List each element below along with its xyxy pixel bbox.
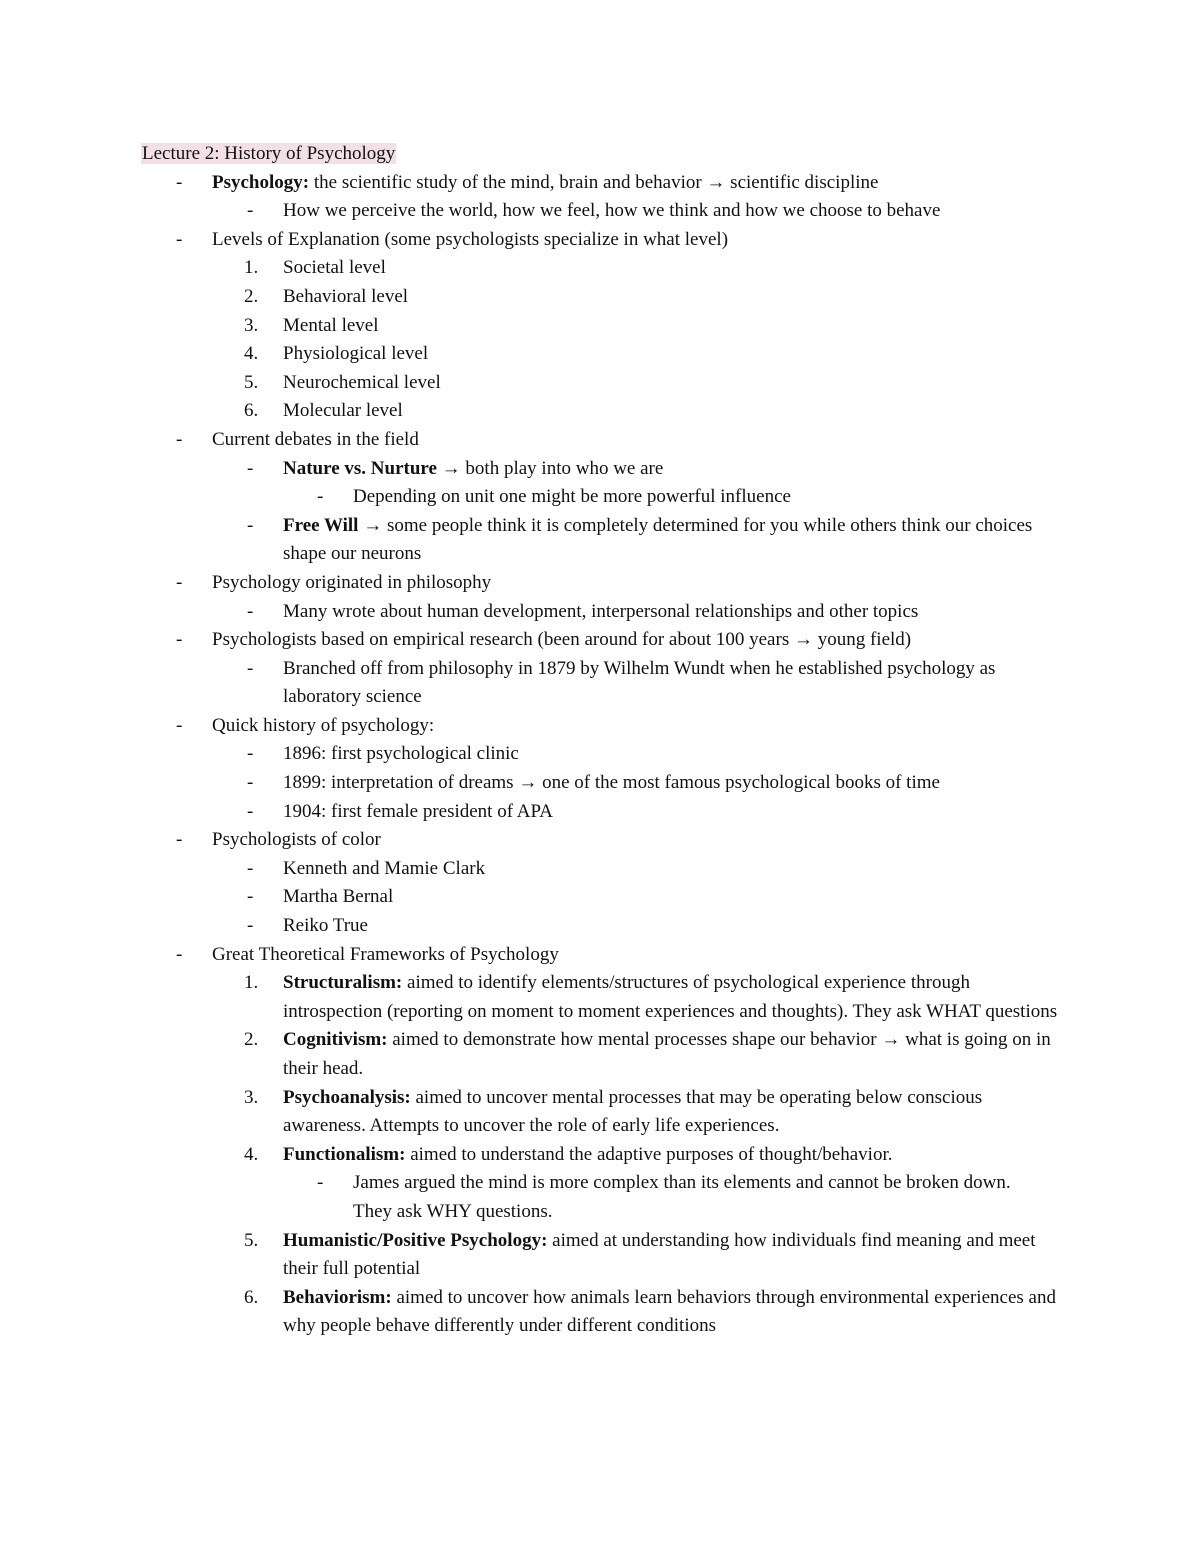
item-text: the scientific study of the mind, brain and behavior → scientific discipline: [309, 171, 879, 193]
term-label: Humanistic/Positive Psychology:: [283, 1229, 548, 1251]
item-text: Psychology originated in philosophy: [212, 571, 492, 593]
list-number: 1.: [244, 257, 259, 279]
list-number: 6.: [244, 1286, 259, 1308]
item-text: Behavioral level: [283, 285, 409, 307]
bullet-dash: -: [176, 629, 183, 651]
outline-item-level-2: [0, 369, 1063, 398]
list-number: 2.: [244, 285, 259, 307]
item-text: → both play into who we are: [436, 457, 664, 479]
term-label: Psychoanalysis:: [283, 1086, 411, 1108]
outline-item-level-2: [0, 1227, 1063, 1284]
bullet-dash: -: [176, 829, 183, 851]
outline-item-level-2: [0, 283, 1063, 312]
bullet-dash: -: [317, 1172, 324, 1194]
outline-item-level-2: [0, 512, 1063, 569]
item-text: aimed to uncover mental processes that may be operating below conscious awareness. Attempts to uncover the role of early life experiences.: [283, 1086, 983, 1137]
item-text: Societal level: [283, 257, 386, 279]
outline-item-level-2: [0, 769, 1063, 798]
term-label: Free Will: [283, 514, 359, 536]
item-text: Neurochemical level: [283, 371, 441, 393]
item-text: 1896: first psychological clinic: [283, 743, 519, 765]
item-text: Martha Bernal: [283, 886, 394, 908]
item-text: Reiko True: [283, 915, 368, 937]
bullet-dash: -: [247, 657, 254, 679]
outline-item-level-2: [0, 740, 1063, 769]
notes-outline: [0, 169, 1200, 1341]
list-number: 3.: [244, 1086, 259, 1108]
item-text: aimed to uncover how animals learn behaviors through environmental experiences and why people behave differently under different conditions: [283, 1286, 1056, 1337]
outline-item-level-1: [0, 226, 1062, 255]
item-text: Mental level: [283, 314, 379, 336]
bullet-dash: -: [247, 800, 254, 822]
outline-item-level-2: [0, 1026, 1063, 1083]
outline-item-level-2: [0, 1141, 1063, 1170]
list-number: 6.: [244, 400, 259, 422]
outline-item-level-2: [0, 340, 1063, 369]
list-number: 4.: [244, 343, 259, 365]
item-text: 1904: first female president of APA: [283, 800, 554, 822]
item-text: Depending on unit one might be more powerful influence: [353, 486, 791, 508]
item-text: James argued the mind is more complex than its elements and cannot be broken down. They ask WHY questions.: [353, 1172, 1011, 1222]
bullet-dash: -: [176, 228, 183, 250]
outline-item-level-2: [0, 254, 1063, 283]
item-text: aimed to demonstrate how mental processes shape our behavior → what is going on in their head.: [283, 1029, 1051, 1079]
outline-item-level-2: [0, 598, 1063, 627]
outline-item-level-1: [0, 426, 1062, 455]
bullet-dash: -: [247, 743, 254, 765]
outline-item-level-1: [0, 626, 1062, 655]
bullet-dash: -: [176, 943, 183, 965]
item-text: Molecular level: [283, 400, 403, 422]
bullet-dash: -: [176, 571, 183, 593]
item-text: Psychologists of color: [212, 829, 381, 851]
list-number: 2.: [244, 1029, 259, 1051]
term-label: Behaviorism:: [283, 1286, 392, 1308]
outline-item-level-2: [0, 912, 1063, 941]
term-label: Psychology:: [212, 171, 310, 193]
list-number: 5.: [244, 371, 259, 393]
bullet-dash: -: [176, 428, 183, 450]
item-text: Many wrote about human development, interpersonal relationships and other topics: [283, 600, 919, 622]
outline-item-level-2: [0, 855, 1063, 884]
bullet-dash: -: [176, 714, 183, 736]
list-number: 1.: [244, 972, 259, 994]
bullet-dash: -: [247, 200, 254, 222]
outline-item-level-1: [0, 826, 1062, 855]
bullet-dash: -: [247, 514, 254, 536]
item-text: aimed to understand the adaptive purposes of thought/behavior.: [405, 1143, 893, 1165]
outline-item-level-2: [0, 1084, 1063, 1141]
list-number: 3.: [244, 314, 259, 336]
item-text: 1899: interpretation of dreams → one of the most famous psychological books of time: [283, 772, 940, 794]
bullet-dash: -: [176, 171, 183, 193]
title-highlight: Lecture 2: History of Psychology: [142, 143, 396, 164]
item-text: Levels of Explanation (some psychologists specialize in what level): [212, 228, 729, 250]
outline-item-level-1: [0, 941, 1062, 970]
outline-item-level-2: [0, 798, 1063, 827]
item-text: How we perceive the world, how we feel, how we think and how we choose to behave: [283, 200, 941, 222]
outline-item-level-2: [0, 455, 1063, 484]
outline-item-level-1: [0, 712, 1062, 741]
item-text: Quick history of psychology:: [212, 714, 435, 736]
term-label: Structuralism:: [283, 972, 403, 994]
bullet-dash: -: [247, 600, 254, 622]
item-text: Great Theoretical Frameworks of Psychology: [212, 943, 559, 965]
bullet-dash: -: [247, 886, 254, 908]
outline-item-level-2: [0, 969, 1063, 1026]
item-text: aimed at understanding how individuals find meaning and meet their full potential: [283, 1229, 1036, 1280]
outline-item-level-1: [0, 169, 1062, 198]
outline-item-level-3: [0, 1169, 1053, 1226]
bullet-dash: -: [247, 772, 254, 794]
item-text: Physiological level: [283, 343, 429, 365]
outline-item-level-2: [0, 397, 1063, 426]
outline-item-level-2: [0, 1284, 1063, 1341]
item-text: aimed to identify elements/structures of psychological experience through introspection (reporting on moment to moment experiences and thoughts). They ask WHAT questions: [283, 972, 1058, 1022]
list-number: 5.: [244, 1229, 259, 1251]
item-text: → some people think it is completely determined for you while others think our choices shape our neurons: [283, 514, 1033, 565]
outline-item-level-3: [0, 483, 1053, 512]
bullet-dash: -: [247, 915, 254, 937]
outline-item-level-2: [0, 883, 1063, 912]
outline-item-level-1: [0, 569, 1062, 598]
item-text: Current debates in the field: [212, 428, 419, 450]
bullet-dash: -: [247, 457, 254, 479]
item-text: Branched off from philosophy in 1879 by Wilhelm Wundt when he established psychology as laboratory science: [283, 657, 996, 708]
item-text: Kenneth and Mamie Clark: [283, 857, 486, 879]
bullet-dash: -: [317, 486, 324, 508]
lecture-title: [141, 140, 396, 169]
term-label: Cognitivism:: [283, 1029, 388, 1051]
term-label: Nature vs. Nurture: [283, 457, 437, 479]
bullet-dash: -: [247, 857, 254, 879]
item-text: Psychologists based on empirical research (been around for about 100 years → young field): [212, 629, 912, 651]
outline-item-level-2: [0, 655, 1063, 712]
list-number: 4.: [244, 1143, 259, 1165]
outline-item-level-2: [0, 312, 1063, 341]
outline-item-level-2: [0, 197, 1063, 226]
term-label: Functionalism:: [283, 1143, 406, 1165]
